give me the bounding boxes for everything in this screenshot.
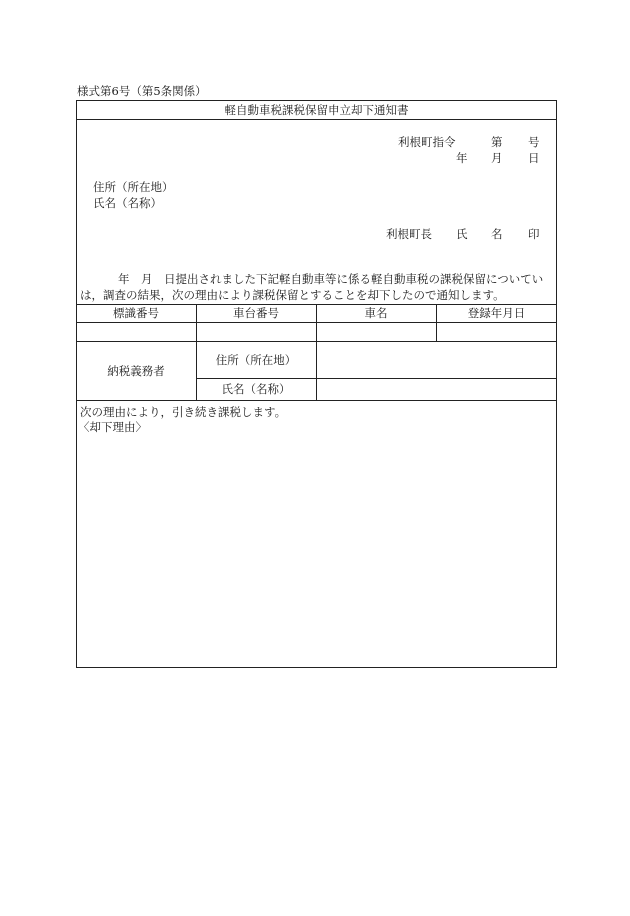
body-text-line2: は，調査の結果，次の理由により課税保留とすることを却下したので通知します。 (80, 288, 505, 302)
reason-statement: 次の理由により，引き続き課税します。 (80, 405, 287, 419)
sender-mei: 名 (491, 227, 503, 241)
header-registration-date: 登録年月日 (467, 306, 526, 320)
issuer-reference: 利根町指令 (398, 135, 456, 149)
header-chassis-number: 車台番号 (233, 306, 279, 320)
seal-mark: 印 (528, 227, 540, 241)
reference-go: 号 (528, 135, 540, 149)
taxpayer-address-label: 住所（所在地） (215, 352, 297, 367)
header-vehicle-name: 車名 (364, 306, 388, 320)
taxpayer-value-divider (316, 341, 317, 400)
title-divider (76, 119, 557, 120)
recipient-address-label: 住所（所在地） (93, 180, 174, 194)
taxpayer-bottom-border (76, 400, 557, 401)
reason-heading: 〈却下理由〉 (78, 420, 147, 434)
date-day: 日 (528, 151, 540, 165)
document-title: 軽自動車税課税保留申立却下通知書 (224, 102, 409, 117)
date-year: 年 (456, 151, 468, 165)
taxpayer-name-label: 氏名（名称） (221, 382, 291, 396)
header-plate-number: 標識番号 (113, 306, 159, 320)
form-number: 様式第6号（第5条関係） (77, 84, 207, 98)
body-text-line1: 年 月 日提出されました下記軽自動車等に係る軽自動車税の課税保留についてい (118, 272, 544, 286)
sender-shi: 氏 (456, 227, 468, 241)
date-month: 月 (491, 151, 503, 165)
taxpayer-label: 納税義務者 (107, 363, 165, 378)
sender-title: 利根町長 (386, 227, 432, 241)
reference-dai: 第 (491, 135, 503, 149)
recipient-name-label: 氏名（名称） (93, 196, 162, 210)
